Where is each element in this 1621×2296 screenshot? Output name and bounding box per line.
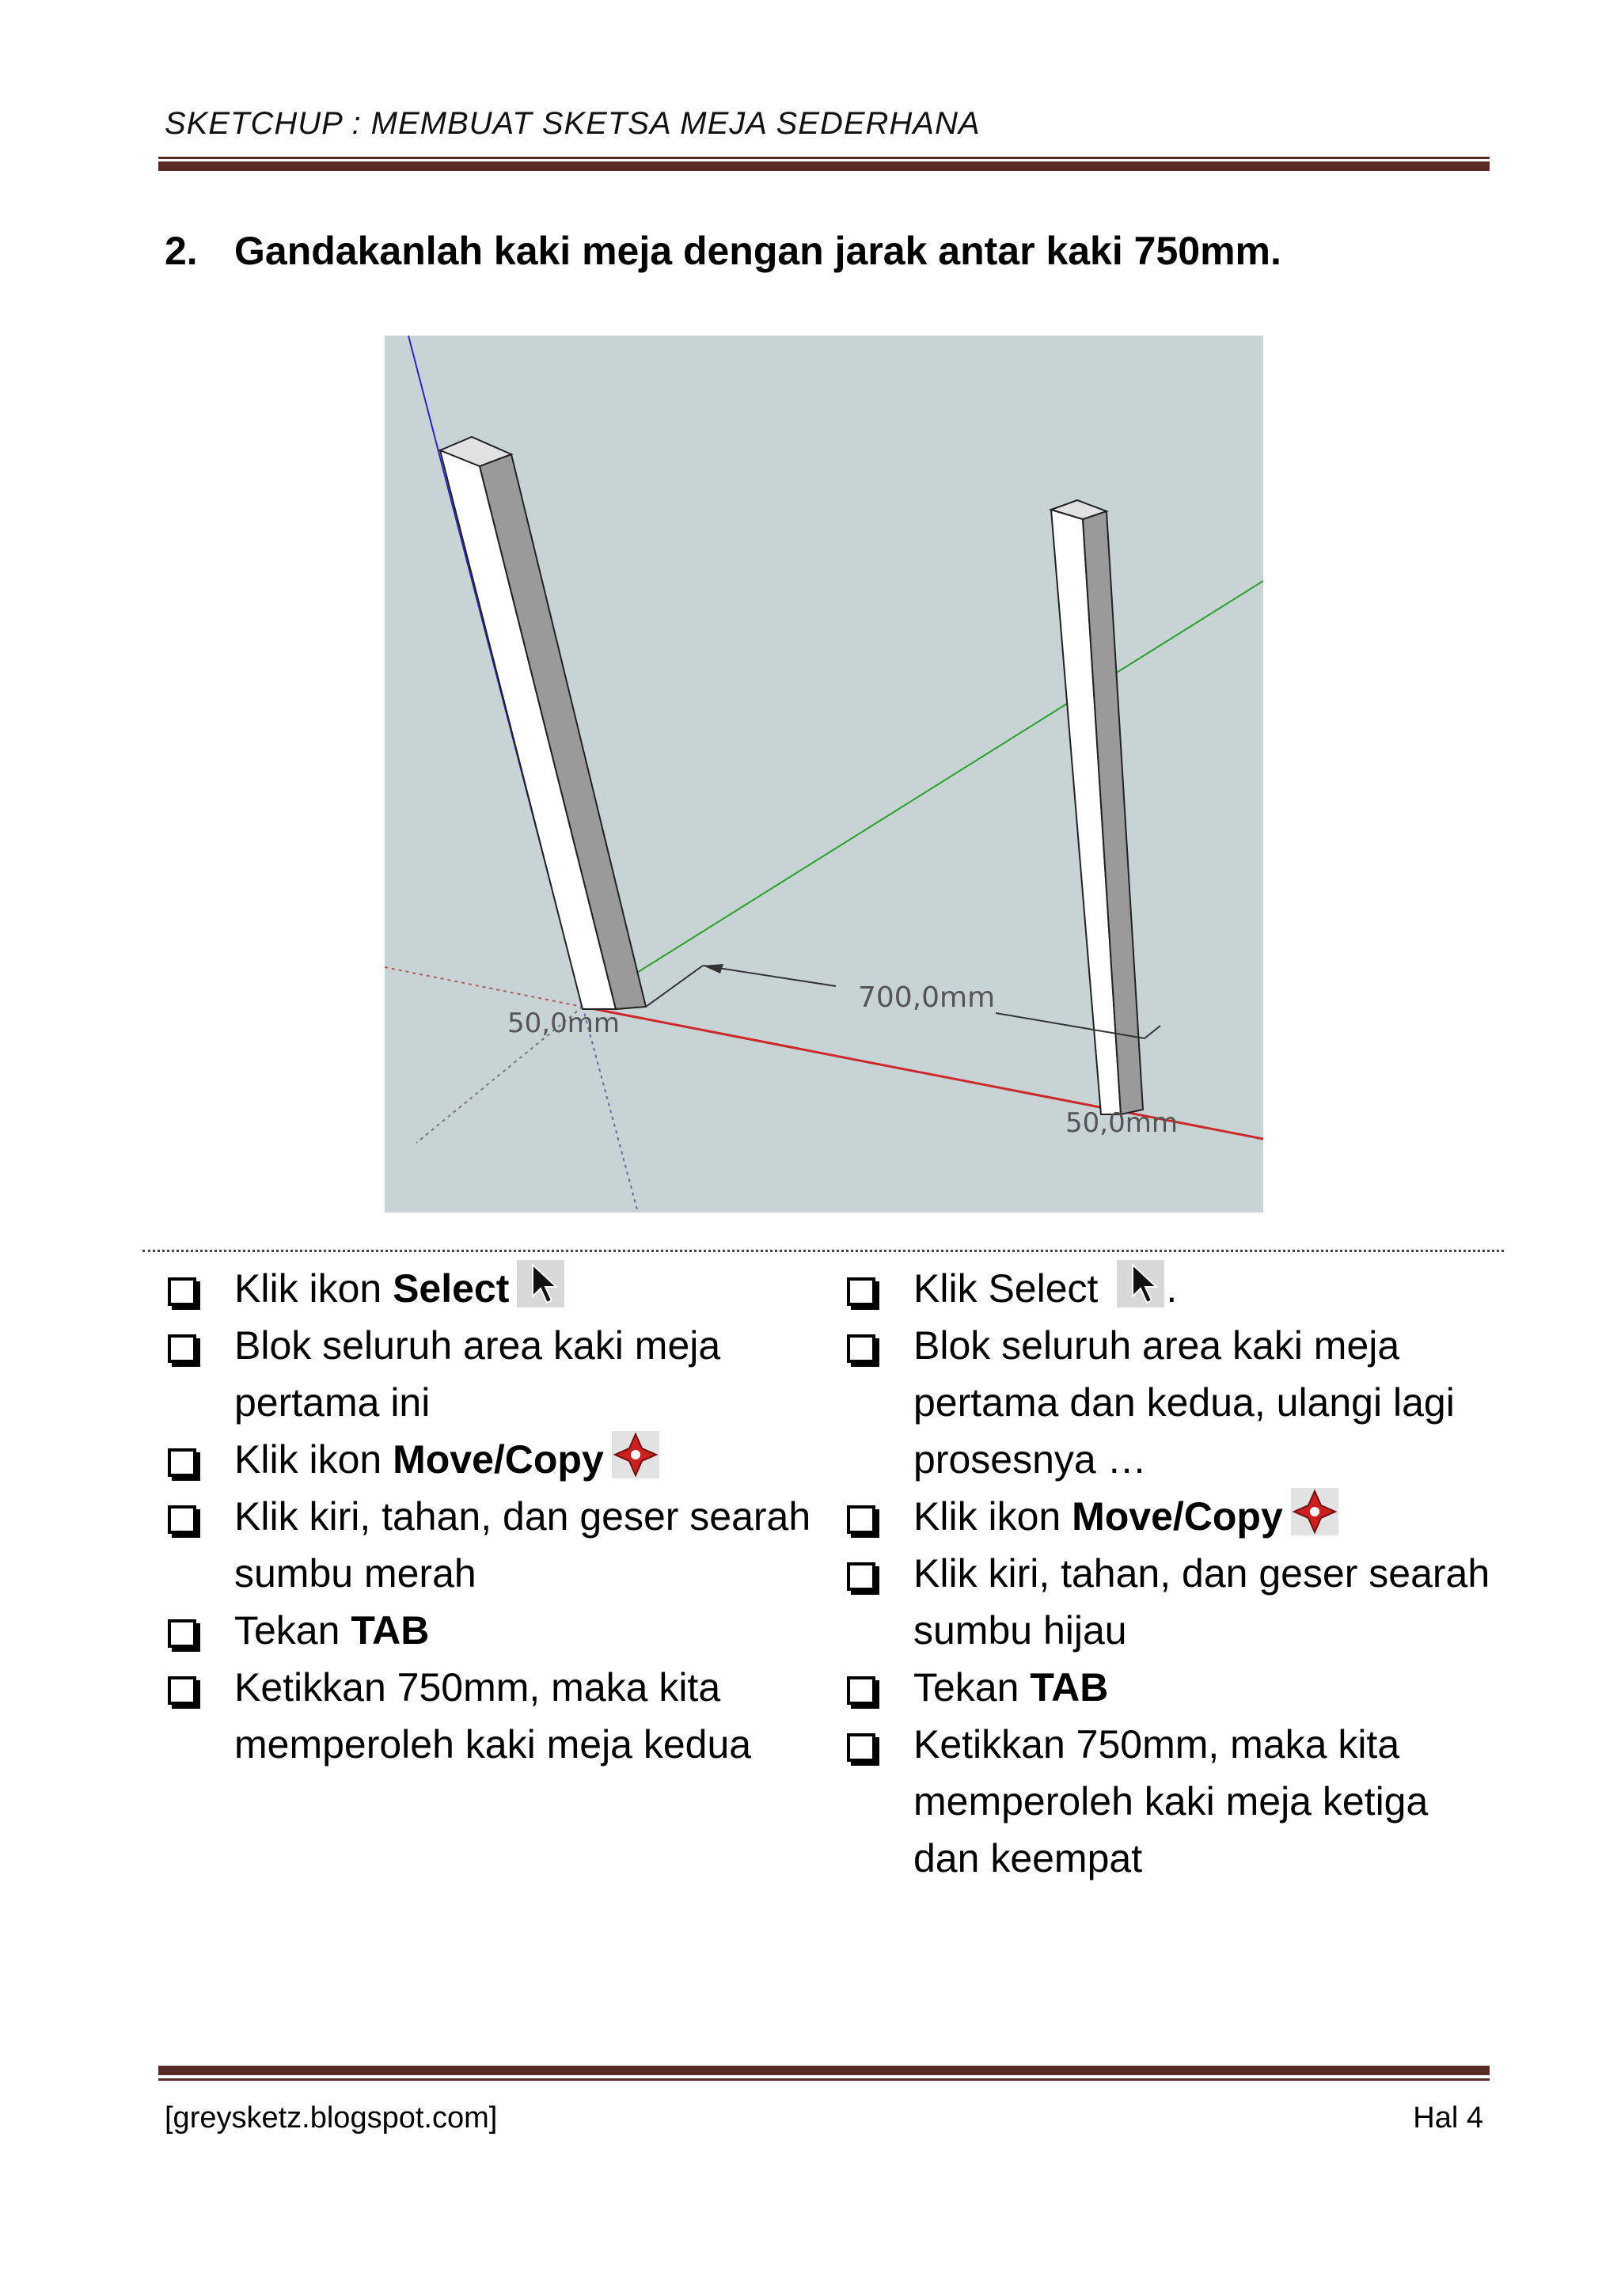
item-text: Ketikkan 750mm, maka kita memperoleh kaki meja kedua xyxy=(234,1665,752,1767)
header-title: SKETCHUP : MEMBUAT SKETSA MEJA SEDERHANA xyxy=(165,106,981,141)
list-item xyxy=(165,1317,814,1431)
checkbox-bullet xyxy=(847,1505,875,1534)
list-item xyxy=(844,1716,1493,1887)
list-item xyxy=(844,1545,1493,1659)
list-item xyxy=(844,1659,1493,1716)
select-cursor-icon xyxy=(515,1258,566,1309)
list-item xyxy=(165,1659,814,1773)
list-item xyxy=(844,1317,1493,1488)
checkbox-bullet xyxy=(847,1676,875,1705)
list-item xyxy=(165,1488,814,1602)
section-divider xyxy=(142,1250,1504,1252)
list-item xyxy=(844,1260,1493,1317)
item-text: Blok seluruh area kaki meja pertama dan kedua, ulangi lagi prosesnya … xyxy=(913,1323,1455,1482)
sketchup-figure xyxy=(385,336,1263,1213)
table-legs-illustration xyxy=(385,336,1263,1213)
checkbox-bullet xyxy=(168,1277,196,1306)
checkbox-bullet xyxy=(847,1334,875,1363)
item-text: Klik kiri, tahan, dan geser searah sumbu hijau xyxy=(913,1551,1490,1653)
list-item xyxy=(165,1431,814,1488)
page-number: Hal 4 xyxy=(1413,2101,1483,2135)
item-text: Tekan xyxy=(234,1608,351,1653)
list-item xyxy=(165,1602,814,1659)
list-item xyxy=(844,1488,1493,1545)
item-text: Klik ikon xyxy=(234,1266,393,1311)
item-text: Blok seluruh area kaki meja pertama ini xyxy=(234,1323,721,1425)
left-instructions xyxy=(165,1260,814,1773)
checkbox-bullet xyxy=(847,1277,875,1306)
step-number: 2. xyxy=(165,229,198,273)
move-copy-icon xyxy=(1289,1486,1340,1537)
list-item xyxy=(165,1260,814,1317)
checkbox-bullet xyxy=(168,1334,196,1363)
dimension-label-main: 700,0mm xyxy=(858,981,996,1014)
step-title: Gandakanlah kaki meja dengan jarak antar kaki 750mm. xyxy=(234,229,1281,273)
move-copy-icon xyxy=(610,1429,661,1480)
footer-source: [greysketz.blogspot.com] xyxy=(165,2101,498,2135)
item-text: Tekan xyxy=(913,1665,1031,1710)
footer-rule-thick xyxy=(158,2066,1490,2075)
checkbox-bullet xyxy=(168,1676,196,1705)
dimension-label-right: 50,0mm xyxy=(1065,1107,1178,1139)
item-text: Klik ikon xyxy=(913,1494,1072,1539)
right-instructions xyxy=(844,1260,1493,1887)
step-heading xyxy=(165,228,1281,274)
dimension-label-left: 50,0mm xyxy=(507,1008,620,1039)
checkbox-bullet xyxy=(168,1619,196,1648)
checkbox-bullet xyxy=(168,1505,196,1534)
header-rule-thin xyxy=(158,157,1490,159)
checkbox-bullet xyxy=(847,1733,875,1762)
checkbox-bullet xyxy=(847,1562,875,1591)
item-bold: TAB xyxy=(351,1608,430,1653)
item-bold: Move/Copy xyxy=(393,1437,604,1482)
item-bold: Select xyxy=(393,1266,510,1311)
item-text: Ketikkan 750mm, maka kita memperoleh kaki meja ketiga dan keempat xyxy=(913,1722,1429,1880)
item-text: Klik Select xyxy=(913,1266,1110,1311)
checkbox-bullet xyxy=(168,1448,196,1477)
item-text: . xyxy=(1166,1266,1178,1311)
header-rule-thick xyxy=(158,161,1490,171)
item-text: Klik ikon xyxy=(234,1437,393,1482)
item-text: Klik kiri, tahan, dan geser searah sumbu merah xyxy=(234,1494,811,1596)
footer-rule-thin xyxy=(158,2078,1490,2081)
select-cursor-icon xyxy=(1115,1258,1166,1309)
item-bold: TAB xyxy=(1030,1665,1109,1710)
item-bold: Move/Copy xyxy=(1072,1494,1283,1539)
